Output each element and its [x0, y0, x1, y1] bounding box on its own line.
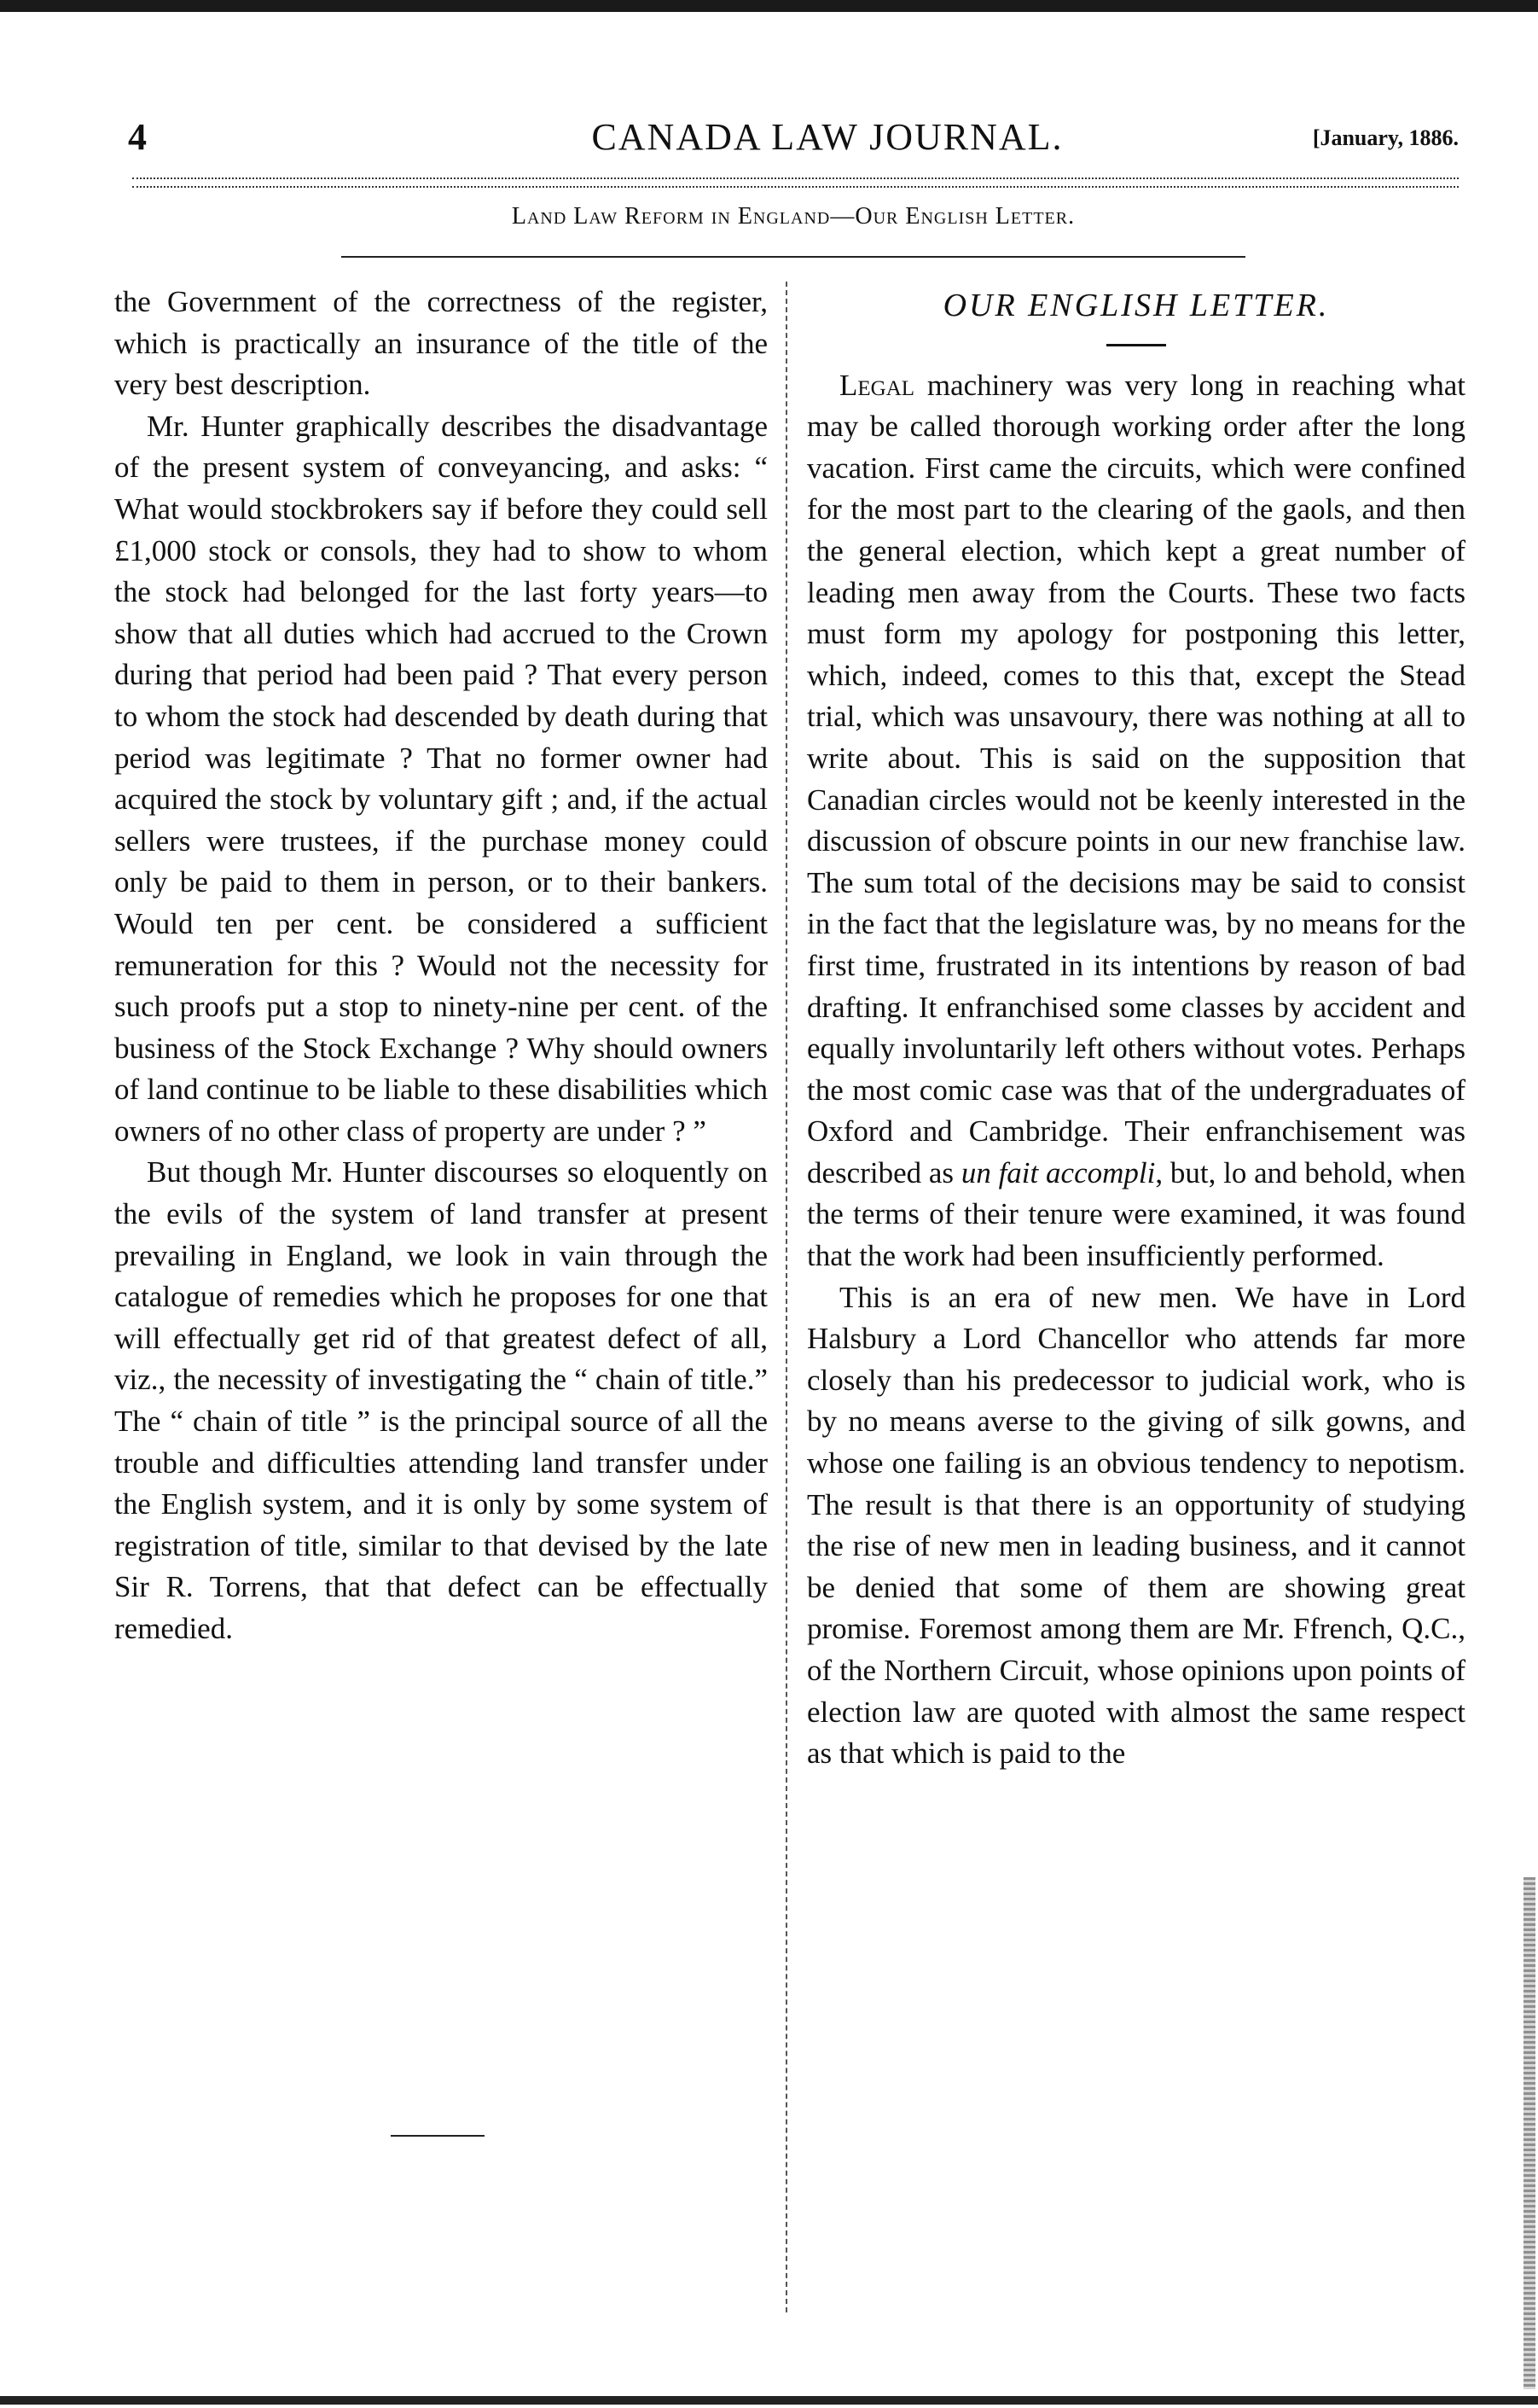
right-paragraph-1 — [807, 365, 1465, 1277]
right-column — [807, 282, 1465, 1775]
right-paragraph-2: This is an era of new men. We have in Lord Halsbury a Lord Chancellor who attends far more closely than his predecessor to judicial work, who is by no means averse to the giving of silk gowns, and whose one failing is an obvious tendency to nepotism. The result is that there is an opportunity of studying the rise of new men in leading business, and it cannot be denied that some of them are showing great promise. Foremost among them are Mr. Ffrench, Q.C., of the Northern Circuit, whose opinions upon points of election law are quoted with almost the same respect as that which is paid to the — [807, 1280, 1465, 1771]
article-title: OUR ENGLISH LETTER. — [943, 288, 1330, 323]
issue-date: [January, 1886. — [1312, 125, 1459, 150]
left-paragraph-1: the Government of the correctness of the register, which is practically an insurance of the title of the very best description. — [114, 285, 768, 402]
title-rule — [1106, 344, 1166, 346]
scan-edge-bottom — [0, 2396, 1538, 2405]
lead-word: Legal — [839, 368, 915, 402]
section-header: Land Law Reform in England—Our English Letter. — [511, 203, 1076, 230]
article-end-rule — [391, 2135, 485, 2137]
italic-phrase: un fait accompli — [961, 1155, 1156, 1189]
journal-title: CANADA LAW JOURNAL. — [591, 116, 1064, 158]
page-number: 4 — [128, 116, 147, 158]
header-rule — [132, 177, 1459, 188]
left-column — [114, 282, 768, 1650]
left-paragraph-2: Mr. Hunter graphically describes the disadvantage of the present system of conveyancing, and asks: “ What would stockbrokers say if before they could sell £1,000 stock or consols, they had to show to whom the stock had belonged for the last forty years—to show that all duties which had accrued to the Crown during that period had been paid ? That every person to whom the stock had descended by death during that period was legitimate ? That no former owner had acquired the stock by voluntary gift ; and, if the actual sellers were trustees, if the purchase money could only be paid to them in person, or to their bankers. Would ten per cent. be considered a sufficient remuneration for this ? Would not the necessity for such proofs put a stop to ninety-nine per cent. of the business of the Stock Exchange ? Why should owners of land continue to be liable to these disabilities which owners of no other class of property are under ? ” — [114, 409, 768, 1148]
right-paragraph-1-end: , but, lo and behold, when the terms of their tenure were examined, it was found that the work had been insufficiently performed. — [807, 1155, 1465, 1273]
left-paragraph-3: But though Mr. Hunter discourses so eloquently on the evils of the system of land transfer at present prevailing in England, we look in vain through the catalogue of remedies which he proposes for one that will effectually get rid of that greatest defect of all, viz., the necessity of investigating the “ chain of title.” The “ chain of title ” is the principal source of all the trouble and difficulties attending land transfer under the English system, and it is only by some system of registration of title, similar to that devised by the late Sir R. Torrens, that that defect can be effectually remedied. — [114, 1155, 768, 1645]
section-rule — [341, 256, 1245, 258]
running-header — [128, 115, 1459, 166]
column-divider — [786, 282, 787, 2312]
right-paragraph-1-body: machinery was very long in reaching what may be called thorough working order after the long vacation. First came the circuits, which were confined for the most part to the clearing of the gaols, and then the general election, which kept a great number of leading men away from the Courts. These two facts must form my apology for postponing this letter, which, indeed, comes to this that, except the Stead trial, which was unsavoury, there was nothing at all to write about. This is said on the supposition that Canadian circles would not be keenly interested in the discussion of obscure points in our new franchise law. The sum total of the decisions may be said to consist in the fact that the legislature was, by no means for the first time, frustrated in its intentions by reason of bad drafting. It enfranchised some classes by accident and equally involuntarily left others without votes. Perhaps the most comic case was that of the undergraduates of Oxford and Cambridge. Their enfranchisement was described as — [807, 368, 1465, 1189]
scan-edge-top — [0, 0, 1538, 12]
scan-edge-right — [1523, 1877, 1535, 2389]
